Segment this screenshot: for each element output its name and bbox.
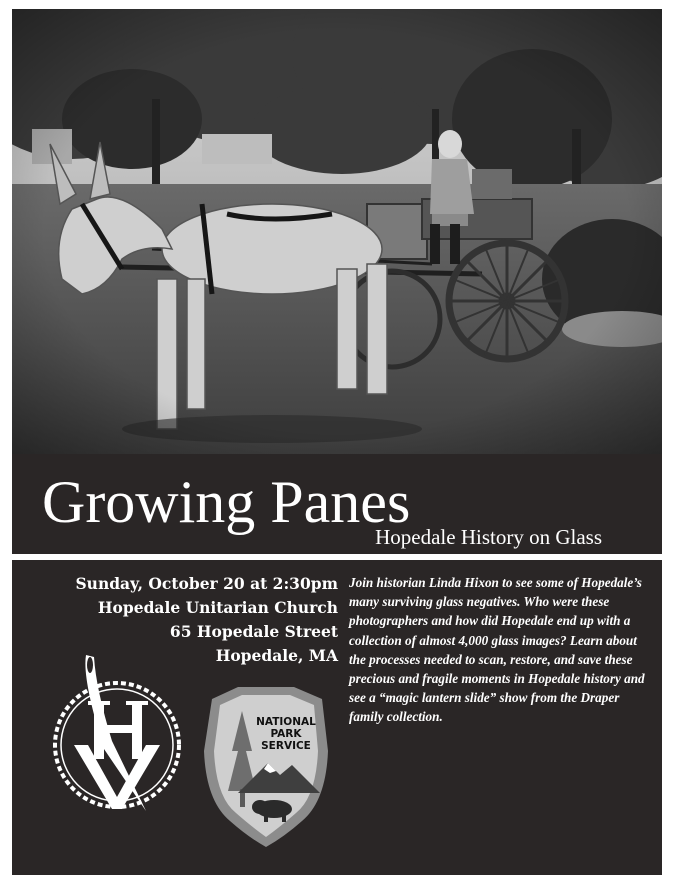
- national-park-service-logo: [198, 681, 334, 849]
- nps-arrowhead-icon: [198, 681, 334, 849]
- event-venue: Hopedale Unitarian Church: [97, 598, 338, 617]
- event-town: Hopedale, MA: [215, 646, 338, 665]
- poster-subtitle: Hopedale History on Glass: [375, 525, 602, 549]
- nps-text-line3: SERVICE: [261, 740, 311, 752]
- description-text: Join historian Linda Hixon to see some of Hopedale’s many surviving glass negatives. Who were these photographers and how did Hopedale end up with a collection of almost 4,000 glass images? Learn about the processes needed to scan, restore, and save these precious and fragile moments in Hopedale history and see a “magic lantern slide” show from the Draper family collection.: [349, 575, 645, 725]
- event-date-time: Sunday, October 20 at 2:30pm: [75, 574, 338, 593]
- title-band: [12, 454, 662, 554]
- event-description: [349, 573, 649, 727]
- white-divider: [12, 554, 662, 560]
- photo-illustration: [12, 9, 662, 454]
- hv-monogram-icon: [46, 649, 188, 815]
- nps-text-line2: PARK: [270, 728, 302, 740]
- event-poster: [12, 9, 662, 875]
- poster-title: Growing Panes: [42, 469, 411, 535]
- historic-photo-mule-cart: [12, 9, 662, 454]
- hopedale-hv-logo: [46, 649, 188, 815]
- event-street: 65 Hopedale Street: [169, 622, 338, 641]
- nps-text-line1: NATIONAL: [256, 716, 316, 728]
